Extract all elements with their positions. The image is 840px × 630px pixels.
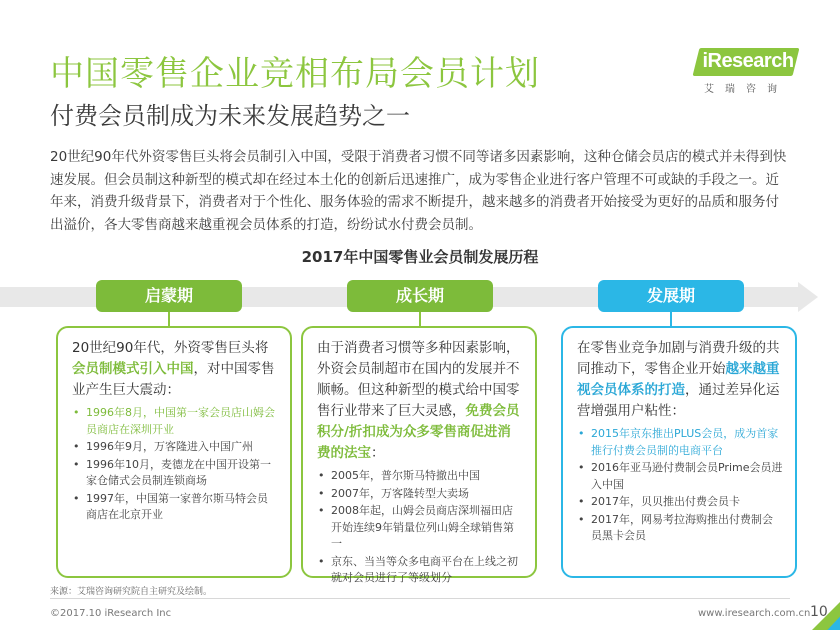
stage-connector: [670, 312, 672, 326]
website-link[interactable]: www.iresearch.com.cn: [698, 608, 811, 619]
list-item: • 2008年起，山姆会员商店深圳福田店开始连续9年销量位列山姆全球销售第一: [317, 503, 523, 553]
diagram-title: 2017年中国零售业会员制发展历程: [301, 248, 539, 266]
iresearch-logo: [690, 44, 802, 96]
stage-label-growth: 成长期: [347, 280, 493, 312]
logo-text: iResearch: [702, 50, 794, 72]
stage-connector: [168, 312, 170, 326]
list-item: • 1997年，中国第一家普尔斯马特会员商店在北京开业: [72, 491, 278, 524]
lead-text: 由于消费者习惯等多种因素影响，外资会员制超市在国内的发展并不顺畅。但这种新型的模式给中国零售行业带来了巨大灵感，: [317, 340, 520, 419]
footer-divider: [50, 598, 790, 599]
list-item: • 2005年，普尔斯马特撤出中国: [317, 468, 523, 485]
list-item: • 1996年10月，麦德龙在中国开设第一家仓储式会员制连锁商场: [72, 457, 278, 490]
page-title: 中国零售企业竞相布局会员计划: [50, 54, 540, 94]
lead-highlight: 免费会员积分/折扣成为众多零售商促进消费的法宝: [317, 403, 520, 461]
stage-card-enlightenment: [56, 326, 292, 578]
lead-text: 在零售业竞争加剧与消费升级的共同推动下，零售企业开始: [577, 340, 780, 377]
list-item: • 2016年亚马逊付费制会员Prime会员进入中国: [577, 460, 783, 493]
stage-card-growth: [301, 326, 537, 584]
page-subtitle: 付费会员制成为未来发展趋势之一: [50, 102, 410, 130]
event-list: [317, 468, 523, 587]
event-list: [72, 405, 278, 524]
corner-ribbon-icon: [790, 572, 840, 630]
list-item: • 京东、当当等众多电商平台在上线之初就对会员进行了等级划分: [317, 554, 523, 587]
event-list: [577, 426, 783, 545]
list-item: • 2007年，万客隆转型大卖场: [317, 486, 523, 503]
lead-text: ，通过差异化运营增强用户粘性：: [577, 382, 780, 419]
lead-highlight: 越来越重视会员体系的打造: [577, 361, 780, 398]
stage-connector: [419, 312, 421, 326]
card-lead-text: [577, 338, 783, 422]
card-lead-text: [317, 338, 523, 464]
stage-label-development: 发展期: [598, 280, 744, 312]
logo-cn-text: 艾瑞咨询: [704, 84, 788, 95]
copyright-text: ©2017.10 iResearch Inc: [50, 608, 172, 619]
lead-text: 20世纪90年代，外资零售巨头将: [72, 340, 269, 356]
list-item: • 1996年9月，万客隆进入中国广州: [72, 439, 278, 456]
list-item: • 1996年8月，中国第一家会员店山姆会员商店在深圳开业: [72, 405, 278, 438]
lead-text: ：: [371, 445, 385, 461]
list-item: • 2017年，贝贝推出付费会员卡: [577, 494, 783, 511]
list-item: • 2017年，网易考拉海购推出付费制会员黑卡会员: [577, 512, 783, 545]
list-item: • 2015年京东推出PLUS会员，成为首家推行付费会员制的电商平台: [577, 426, 783, 459]
stage-label-enlightenment: 启蒙期: [96, 280, 242, 312]
lead-text: ，对中国零售业产生巨大震动：: [72, 361, 275, 398]
stage-card-development: [561, 326, 797, 578]
source-note: 来源：艾瑞咨询研究院自主研究及绘制。: [50, 587, 213, 597]
page-number: 10: [810, 604, 828, 620]
intro-paragraph: 20世纪90年代外资零售巨头将会员制引入中国，受限于消费者习惯不同等诸多因素影响，这种仓储会员店的模式并未得到快速发展。但会员制这种新型的模式却在经过本土化的创新后迅速推广，成为零售企业进行客户管理不可或缺的手段之一。近年来，消费升级背景下，消费者对于个性化、服务体验的需求不断提升，越来越多的消费者开始接受为更好的品质和服务付出溢价，各大零售商越来越重视会员体系的打造，纷纷试水付费会员制。: [50, 149, 787, 233]
card-lead-text: [72, 338, 278, 401]
arrow-head: [798, 282, 818, 312]
lead-highlight: 会员制模式引入中国: [72, 361, 194, 377]
